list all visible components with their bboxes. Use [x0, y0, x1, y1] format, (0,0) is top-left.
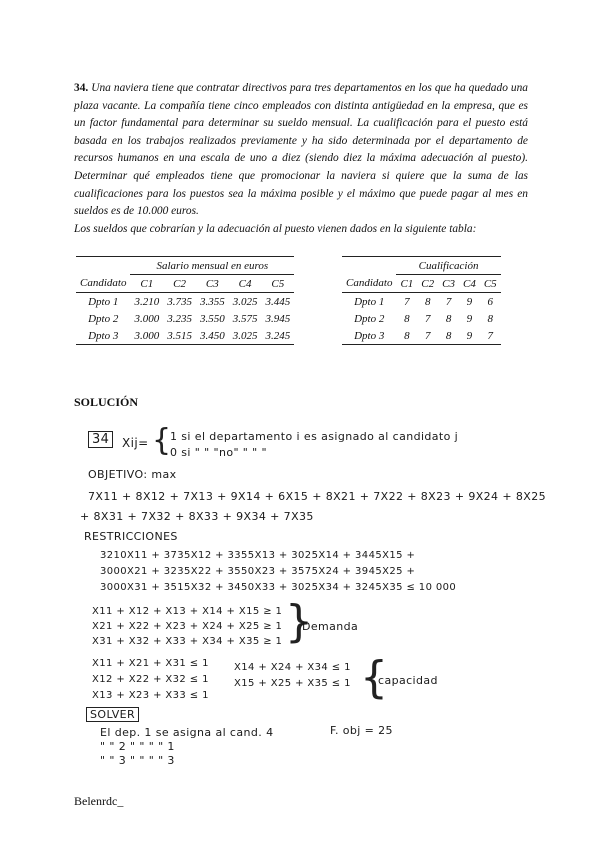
capacity-line-1: X11 + X21 + X31 ≤ 1 [92, 658, 209, 669]
row-label: Dpto 1 [88, 295, 119, 308]
capacity-label: capacidad [378, 674, 438, 687]
cell: 3.355 [199, 295, 225, 308]
objective-label: OBJETIVO: max [88, 468, 177, 481]
col-header: Candidato [342, 275, 396, 293]
cell: 3.515 [163, 327, 196, 345]
col-header: C1 [130, 275, 163, 293]
table-row [76, 293, 294, 311]
cell: 8 [404, 312, 410, 325]
col-header: C3 [196, 275, 229, 293]
footer-signature: Belenrdc_ [74, 794, 124, 808]
table-row [342, 293, 501, 311]
solver-result-2: " " 2 " " " " 1 [100, 740, 175, 753]
brace-icon: { [360, 652, 388, 703]
table-row [342, 310, 501, 327]
cell: 6 [487, 295, 493, 308]
cell: 9 [466, 312, 473, 325]
problem-statement [74, 80, 528, 221]
capacity-line-4: X14 + X24 + X34 ≤ 1 [234, 662, 351, 673]
cell: 3.575 [232, 312, 258, 325]
cell: 3.235 [167, 312, 192, 325]
cell: 8 [445, 312, 452, 325]
problem-number-box: 34 [88, 432, 113, 447]
row-label: Dpto 1 [354, 295, 385, 308]
cell: 7 [445, 295, 452, 308]
objective-line-2: + 8X31 + 7X32 + 8X33 + 9X34 + 7X35 [80, 510, 314, 523]
cell: 3.550 [199, 312, 225, 325]
cell: 7 [417, 327, 438, 345]
row-label: Dpto 2 [88, 312, 119, 325]
col-header: C5 [261, 275, 294, 293]
table-intro: Los sueldos que cobrarían y la adecuación al puesto vienen dados en la siguiente tabla: [74, 223, 477, 235]
solution-heading: SOLUCIÓN [74, 395, 139, 409]
table-row [76, 327, 294, 345]
cell: 3.450 [196, 327, 229, 345]
cell: 8 [424, 295, 431, 308]
cell: 8 [487, 312, 493, 325]
definition-line-1: 1 si el departamento i es asignado al candidato j [170, 430, 459, 443]
capacity-line-2: X12 + X22 + X32 ≤ 1 [92, 674, 209, 685]
cell: 9 [466, 295, 473, 308]
salary-table [76, 256, 294, 345]
objective-line-1: 7X11 + 8X12 + 7X13 + 9X14 + 6X15 + 8X21 + 7X22 + 8X23 + 9X24 + 8X25 [88, 490, 547, 503]
problem-text: Una naviera tiene que contratar directivos para tres departamentos en los que ha quedado una plaza vacante. La compañía tiene cinco empleados con distinta antigüedad en la empresa, que es un factor fundamental para determinar su sueldo mensual. La cualificación para el puesto está basada en los trabajos realizados previamente y ha sido determinada por el departamento de recursos humanos en una escala de uno a diez (siendo diez la máxima adecuación al puesto). Determinar qué empleados tiene que promocionar la naviera si quiere que la suma de las cualificaciones para los puestos sea la máxima posible y el máximo que puede pagar al mes en sueldos es de 10.000 euros. [74, 82, 528, 218]
col-header: C4 [229, 275, 262, 293]
cell: 9 [459, 327, 480, 345]
cell: 3.945 [265, 312, 291, 325]
brace-icon: { [152, 423, 172, 458]
cell: 3.445 [265, 295, 291, 308]
table-row [76, 310, 294, 327]
solver-label: SOLVER [86, 708, 139, 721]
solver-result-3: " " 3 " " " " 3 [100, 754, 175, 767]
objective-value: F. obj = 25 [330, 724, 393, 737]
cell: 7 [404, 295, 410, 308]
variable-name: Xij= [122, 436, 149, 450]
cell: 3.000 [130, 327, 163, 345]
restrictions-label: RESTRICCIONES [84, 530, 178, 543]
qual-group-header: Cualificación [396, 257, 500, 275]
problem-number: 34. [74, 82, 89, 94]
cell: 3.210 [134, 295, 160, 308]
col-header: C2 [417, 275, 438, 293]
cell: 7 [480, 327, 501, 345]
col-header: C4 [459, 275, 480, 293]
demand-label: Demanda [302, 620, 359, 633]
cell: 3.735 [167, 295, 192, 308]
cell: 3.025 [229, 327, 262, 345]
row-label: Dpto 2 [354, 312, 385, 325]
table-row [342, 327, 501, 345]
row-label: Dpto 3 [342, 327, 396, 345]
capacity-line-3: X13 + X23 + X33 ≤ 1 [92, 690, 209, 701]
demand-line-3: X31 + X32 + X33 + X34 + X35 ≥ 1 [92, 636, 283, 647]
cell: 3.245 [261, 327, 294, 345]
definition-line-2: 0 si " " "no" " " " [170, 446, 267, 459]
cell: 8 [438, 327, 459, 345]
demand-line-1: X11 + X12 + X13 + X14 + X15 ≥ 1 [92, 606, 283, 617]
right-brace-icon: } [285, 596, 313, 647]
cell: 3.025 [232, 295, 258, 308]
row-label: Dpto 3 [76, 327, 130, 345]
budget-line-3: 3000X31 + 3515X32 + 3450X33 + 3025X34 + 3245X35 ≤ 10 000 [100, 582, 457, 593]
cell: 7 [424, 312, 431, 325]
qualification-table [342, 256, 501, 345]
col-header: C2 [163, 275, 196, 293]
capacity-line-5: X15 + X25 + X35 ≤ 1 [234, 678, 351, 689]
salary-group-header: Salario mensual en euros [130, 257, 294, 275]
budget-line-2: 3000X21 + 3235X22 + 3550X23 + 3575X24 + 3945X25 + [100, 566, 416, 577]
solver-result-1: El dep. 1 se asigna al cand. 4 [100, 726, 274, 739]
col-header: C5 [480, 275, 501, 293]
cell: 3.000 [134, 312, 160, 325]
col-header: Candidato [76, 275, 130, 293]
col-header: C1 [396, 275, 417, 293]
col-header: C3 [438, 275, 459, 293]
cell: 8 [396, 327, 417, 345]
budget-line-1: 3210X11 + 3735X12 + 3355X13 + 3025X14 + 3445X15 + [100, 550, 416, 561]
demand-line-2: X21 + X22 + X23 + X24 + X25 ≥ 1 [92, 621, 283, 632]
